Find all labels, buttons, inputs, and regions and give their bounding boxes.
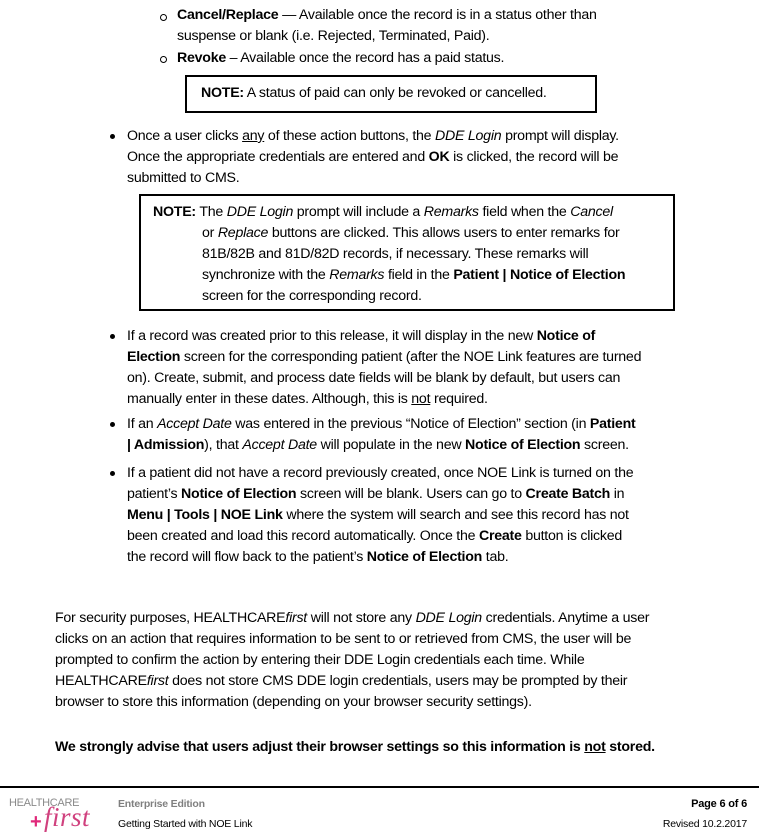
bullet-icon	[110, 422, 115, 427]
note-label: NOTE:	[201, 85, 244, 101]
footer-divider	[0, 786, 759, 788]
plus-icon: +	[30, 811, 42, 833]
logo-wordmark-bottom: first	[44, 802, 91, 832]
footer-revised-date: Revised 10.2.2017	[662, 818, 747, 830]
advice-statement: We strongly advise that users adjust their browser settings so this information is not stored.	[55, 739, 655, 755]
bullet-icon	[110, 334, 115, 339]
hollow-bullet-icon	[160, 56, 167, 63]
note-box-paid-status: NOTE: A status of paid can only be revoked or cancelled.	[185, 75, 597, 113]
footer-edition: Enterprise Edition	[118, 798, 205, 810]
note-label: NOTE:	[153, 204, 196, 220]
sub-item-term: Revoke	[177, 50, 226, 66]
note-box-remarks: NOTE: The DDE Login prompt will include a Remarks field when the Cancel or Replace buttons are clicked. This allows users to enter remarks for 81B/82B and 81D/82D records, if necessary. These remarks will synchronize with the Remarks field in the Patient | Notice of Election screen for the corresponding record.	[139, 194, 675, 311]
bullet-icon	[110, 471, 115, 476]
footer-doc-title: Getting Started with NOE Link	[118, 818, 253, 830]
bullet-icon	[110, 134, 115, 139]
logo-wordmark-top: HEALTHCARE	[9, 797, 80, 809]
hollow-bullet-icon	[160, 14, 167, 21]
footer-page-number: Page 6 of 6	[691, 798, 747, 810]
sub-item-term: Cancel/Replace	[177, 7, 279, 23]
